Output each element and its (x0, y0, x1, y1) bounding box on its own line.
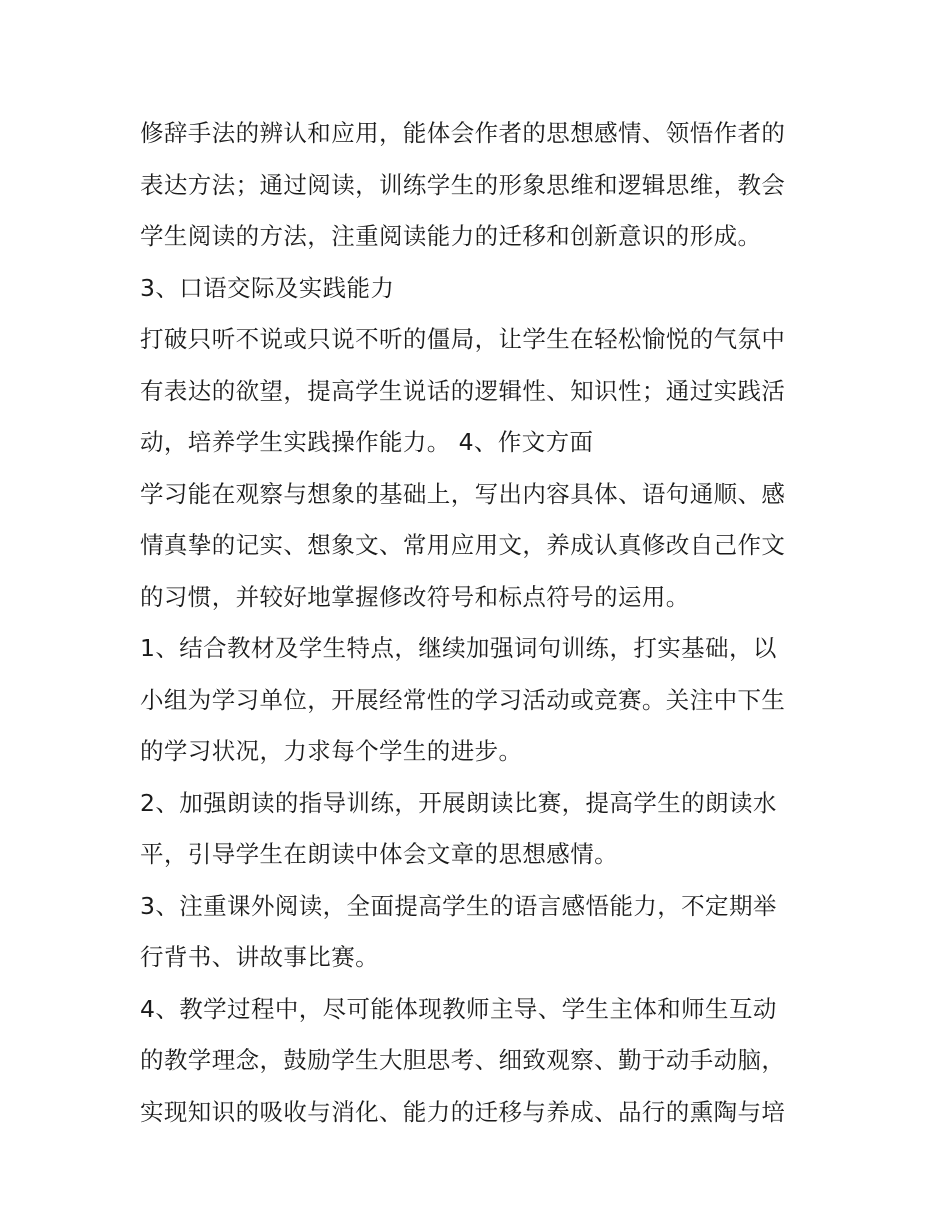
text-line: 修辞手法的辨认和应用，能体会作者的思想感情、领悟作者的 (140, 119, 786, 147)
text-line: 小组为学习单位，开展经常性的学习活动或竞赛。关注中下生 (140, 685, 786, 714)
text-line: 有表达的欲望，提高学生说话的逻辑性、知识性；通过实践活 (140, 376, 786, 405)
section-heading: 3、口语交际及实践能力 (140, 273, 395, 302)
text-line: 表达方法；通过阅读，训练学生的形象思维和逻辑思维，教会 (140, 170, 786, 199)
text-line: 平，引导学生在朗读中体会文章的思想感情。 (140, 840, 618, 868)
list-item-line: 2、加强朗读的指导训练，开展朗读比赛，提高学生的朗读水 (140, 788, 777, 817)
text-line: 情真挚的记实、想象文、常用应用文，养成认真修改自己作文 (140, 531, 786, 559)
document-body (140, 108, 820, 1138)
text-line: 动，培养学生实践操作能力。 4、作文方面 (140, 428, 594, 456)
list-item-line: 1、结合教材及学生特点，继续加强词句训练，打实基础，以 (140, 634, 777, 662)
text-line: 学生阅读的方法，注重阅读能力的迁移和创新意识的形成。 (140, 222, 762, 250)
text-line: 的教学理念，鼓励学生大胆思考、细致观察、勤于动手动脑， (140, 1046, 786, 1074)
list-item-line: 3、注重课外阅读，全面提高学生的语言感悟能力，不定期举 (140, 891, 777, 920)
text-line: 实现知识的吸收与消化、能力的迁移与养成、品行的熏陶与培 (140, 1097, 786, 1126)
list-item-line: 4、教学过程中，尽可能体现教师主导、学生主体和师生互动 (140, 994, 777, 1023)
text-line: 行背书、讲故事比赛。 (140, 943, 379, 971)
text-line: 的学习状况，力求每个学生的进步。 (140, 737, 523, 765)
text-line: 打破只听不说或只说不听的僵局，让学生在轻松愉悦的气氛中 (140, 325, 786, 353)
text-line: 的习惯，并较好地掌握修改符号和标点符号的运用。 (140, 582, 690, 611)
text-line: 学习能在观察与想象的基础上，写出内容具体、语句通顺、感 (140, 479, 786, 508)
